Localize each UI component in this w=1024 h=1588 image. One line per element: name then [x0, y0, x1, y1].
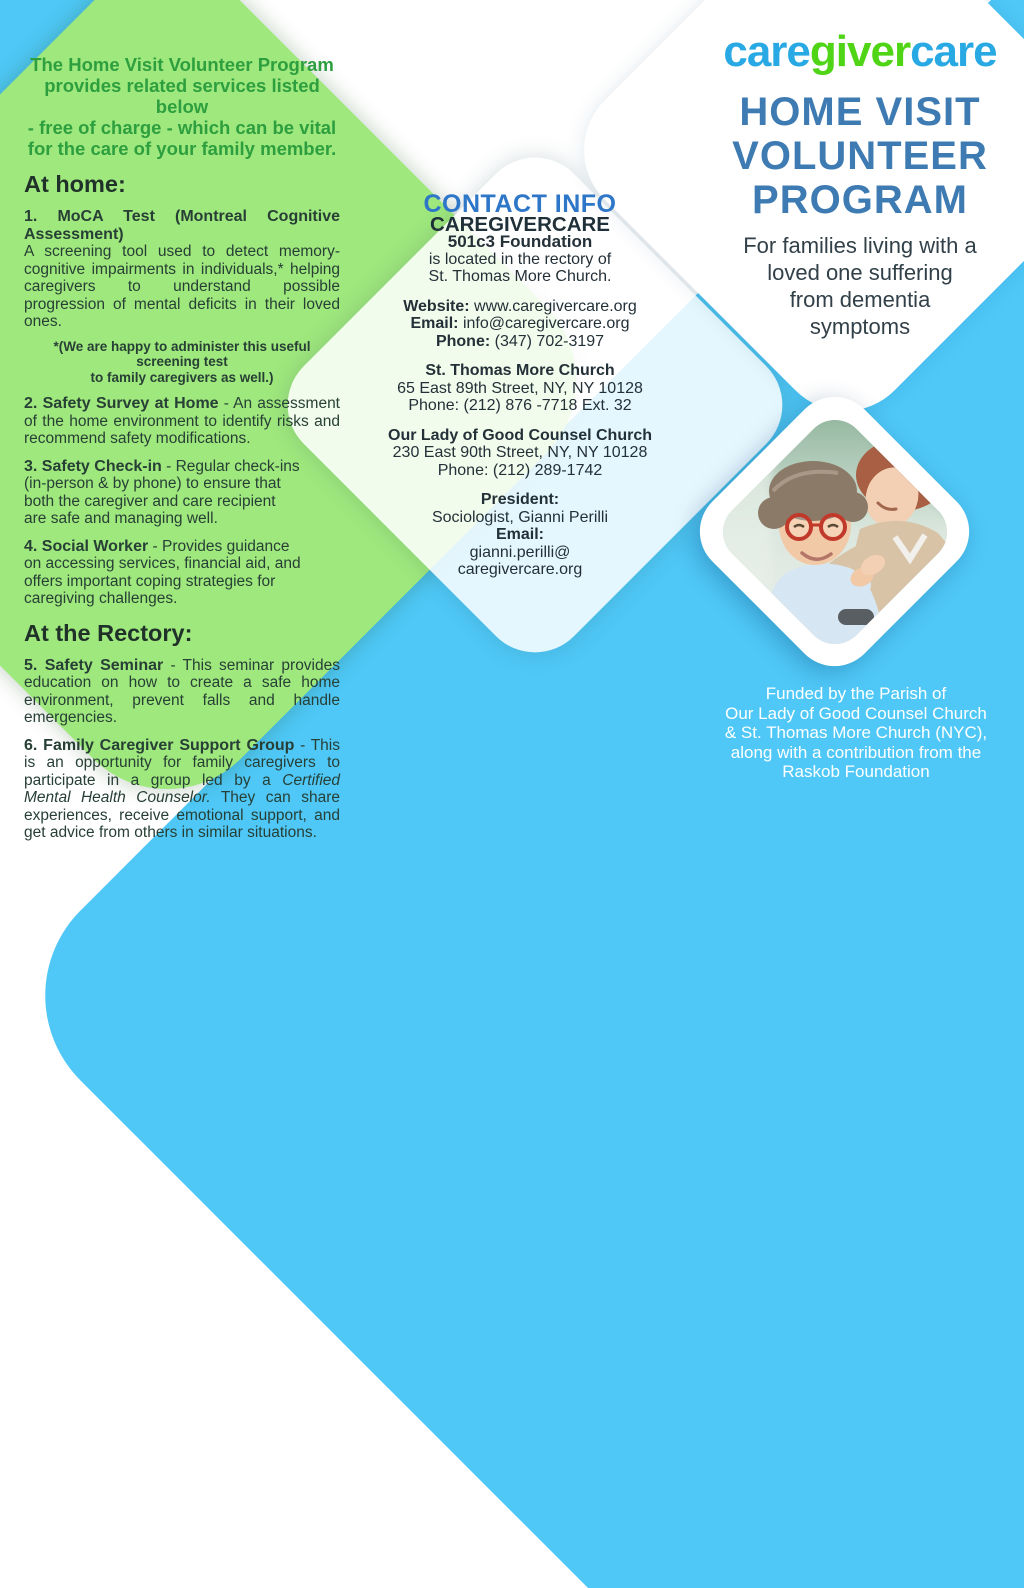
president-email-line: caregivercare.org [457, 561, 583, 578]
phone-value: (347) 702-3197 [494, 332, 605, 350]
at-home-heading: At home: [24, 171, 126, 197]
church2-address: 230 East 90th Street, NY, NY 10128 [392, 444, 648, 461]
service-item-safety-seminar: 5. Safety Seminar - This seminar provides education on how to create a safe home environment, prevent falls and handle emergencies. [24, 656, 340, 726]
logo-part-giver: giver [809, 27, 911, 76]
church2-name: Our Lady of Good Counsel Church [388, 426, 652, 444]
email-value: info@caregivercare.org [462, 315, 630, 332]
service-item-moca: 1. MoCA Test (Montreal Cognitive Assessment) A screening tool used to detect memory-cognitive impairments in individuals,* helping caregivers to understand possible progression of mental deficits in their loved ones. [24, 208, 340, 330]
rectory-heading: At the Rectory: [24, 619, 193, 646]
logo-part-care2: care [910, 27, 997, 76]
website-value: www.caregivercare.org [474, 297, 637, 315]
president-label: President: [480, 491, 560, 508]
subtitle-line: loved one suffering [767, 260, 953, 285]
church1-phone: Phone: (212) 876 -7718 Ext. 32 [408, 397, 632, 414]
service-item-social-worker: 4. Social Worker - Provides guidance on accessing services, financial aid, and offers important coping strategies for caregiving challenges. [24, 537, 301, 607]
president-email-line: gianni.perilli@ [469, 543, 571, 561]
caregivercare-logo [700, 28, 1020, 76]
service-item-safety-survey: 2. Safety Survey at Home - An assessment of the home environment to identify risks and recommend safety modifications. [24, 395, 340, 447]
church1-name: St. Thomas More Church [425, 362, 615, 379]
church2-phone: Phone: (212) 289-1742 [437, 461, 603, 479]
funded-line: Funded by the Parish of [765, 684, 947, 703]
title-line: HOME VISIT [739, 90, 981, 134]
funding-credit [690, 684, 1022, 782]
service-item-safety-checkin: 3. Safety Check-in - Regular check-ins (in-person & by phone) to ensure that both the caregiver and care recipient are safe and managing well. [24, 457, 300, 527]
email-line [368, 315, 672, 333]
phone-label: Phone: [435, 332, 491, 350]
contact-info-panel [368, 190, 672, 579]
page-subtitle [700, 232, 1020, 340]
email-label: Email: [410, 315, 459, 332]
website-line [368, 298, 672, 316]
subtitle-line: from dementia [789, 287, 931, 312]
intro-line: - free of charge - which can be vital [27, 117, 337, 138]
funded-line: Our Lady of Good Counsel Church [725, 703, 987, 723]
president-email-label: Email: [495, 526, 544, 543]
intro-line: provides related services listed below [44, 75, 320, 117]
subtitle-line: For families living with a [743, 233, 977, 258]
service-item-support-group: 6. Family Caregiver Support Group - This is an opportunity for family caregivers to participate in a group led by a Certified Mental Health Counselor. They can share experiences, receive emotional support, and get advice from others in similar situations. [24, 736, 341, 841]
intro-statement [24, 54, 340, 159]
funded-line: Raskob Foundation [782, 762, 930, 781]
funded-line: along with a contribution from the [730, 742, 982, 762]
phone-line [368, 333, 672, 351]
funded-line: & St. Thomas More Church (NYC), [724, 723, 988, 742]
intro-line: The Home Visit Volunteer Program [30, 54, 334, 75]
church1-address: 65 East 89th Street, NY, NY 10128 [397, 379, 643, 397]
moca-note: *(We are happy to administer this useful screening test to family caregivers as well.) [53, 338, 311, 385]
website-label: Website: [403, 297, 470, 315]
services-panel [24, 54, 340, 842]
org-type: 501c3 Foundation [447, 232, 593, 251]
title-line: PROGRAM [752, 178, 968, 222]
subtitle-line: symptoms [809, 314, 911, 339]
contact-info-heading: CONTACT INFO [423, 190, 617, 218]
title-line: VOLUNTEER [732, 134, 988, 178]
logo-part-care1: care [723, 27, 810, 76]
president-name: Sociologist, Gianni Perilli [431, 508, 609, 526]
intro-line: for the care of your family member. [27, 138, 337, 159]
org-location-line: St. Thomas More Church. [428, 268, 612, 285]
org-name: CAREGIVERCARE [430, 212, 610, 236]
org-location-line: is located in the rectory of [428, 250, 612, 268]
page-title [690, 90, 1024, 222]
